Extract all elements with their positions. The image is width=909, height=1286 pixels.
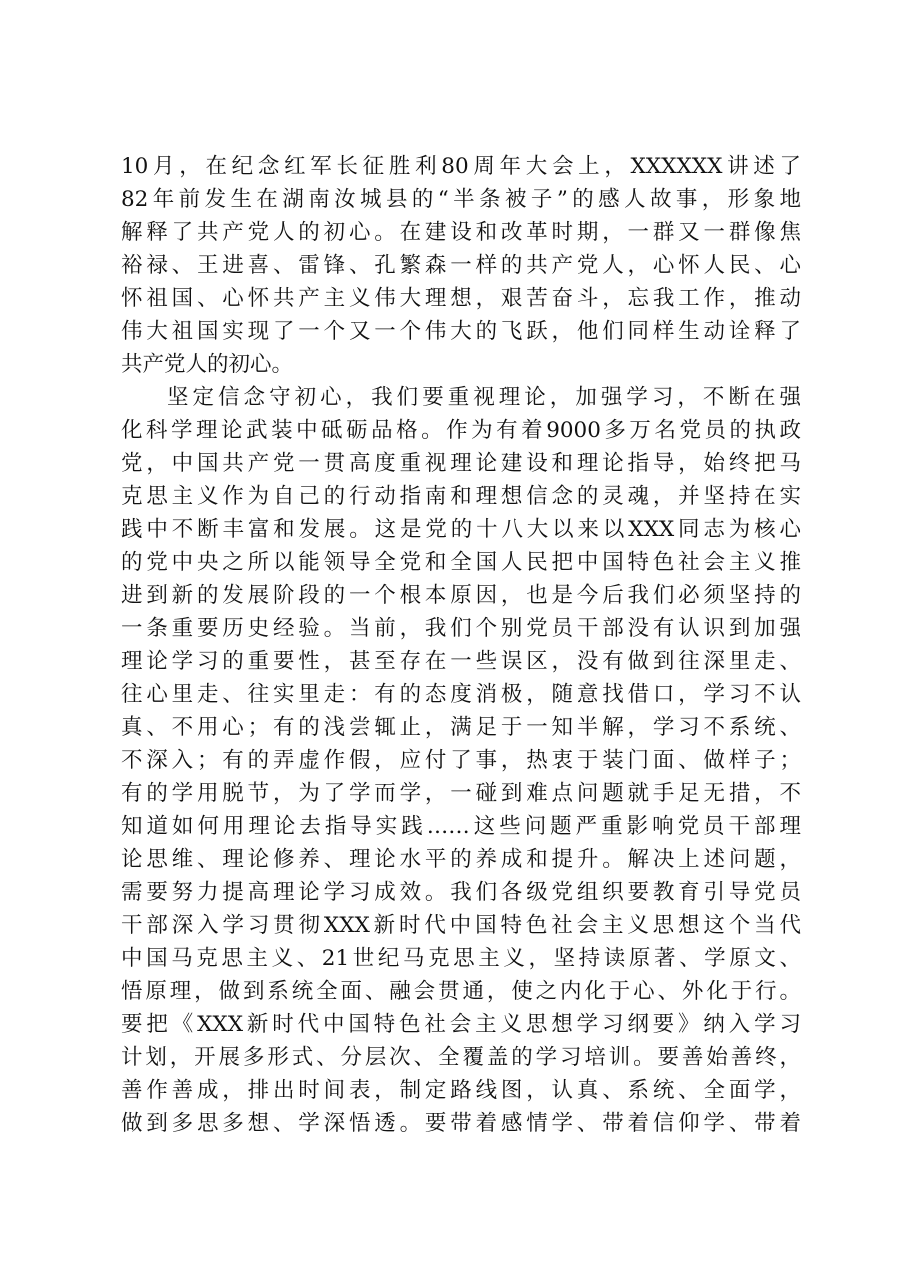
text-line: 需要努力提高理论学习成效。我们各级党组织要教育引导党员 [121,880,801,905]
text-line: 伟大祖国实现了一个又一个伟大的飞跃，他们同样生动诠释了 [121,319,801,344]
text-line: 做到多思多想、学深悟透。要带着感情学、带着信仰学、带着 [121,1111,801,1136]
text-line: 真、不用心；有的浅尝辄止，满足于一知半解，学习不系统、 [121,715,801,740]
text-line: 共产党人的初心。 [121,352,294,377]
text-line: 82年前发生在湖南汝城县的“半条被子”的感人故事，形象地 [121,187,801,212]
text-line: 解释了共产党人的初心。在建设和改革时期，一群又一群像焦 [121,220,801,245]
text-line: 10月，在纪念红军长征胜利80周年大会上，XXXXXX讲述了 [121,154,801,179]
text-line: 知道如何用理论去指导实践……这些问题严重影响党员干部理 [121,814,801,839]
text-line: 计划，开展多形式、分层次、全覆盖的学习培训。要善始善终， [121,1045,801,1070]
text-line: 克思主义作为自己的行动指南和理想信念的灵魂，并坚持在实 [121,484,801,509]
text-line: 干部深入学习贯彻XXX新时代中国特色社会主义思想这个当代 [121,913,801,938]
text-line: 裕禄、王进喜、雷锋、孔繁森一样的共产党人，心怀人民、心 [121,253,801,278]
text-line: 悟原理，做到系统全面、融会贯通，使之内化于心、外化于行。 [121,979,801,1004]
text-line: 化科学理论武装中砥砺品格。作为有着9000多万名党员的执政 [121,418,801,443]
text-line: 党，中国共产党一贯高度重视理论建设和理论指导，始终把马 [121,451,801,476]
text-line: 中国马克思主义、21世纪马克思主义，坚持读原著、学原文、 [121,946,801,971]
text-line: 不深入；有的弄虚作假，应付了事，热衷于装门面、做样子； [121,748,801,773]
text-line: 有的学用脱节，为了学而学，一碰到难点问题就手足无措，不 [121,781,801,806]
text-line: 一条重要历史经验。当前，我们个别党员干部没有认识到加强 [121,616,801,641]
text-line: 善作善成，排出时间表，制定路线图，认真、系统、全面学， [121,1078,801,1103]
text-line: 论思维、理论修养、理论水平的养成和提升。解决上述问题， [121,847,801,872]
text-line: 怀祖国、心怀共产主义伟大理想，艰苦奋斗，忘我工作，推动 [121,286,801,311]
text-line: 要把《XXX新时代中国特色社会主义思想学习纲要》纳入学习 [121,1012,801,1037]
text-line: 往心里走、往实里走：有的态度消极，随意找借口，学习不认 [121,682,801,707]
text-line: 进到新的发展阶段的一个根本原因，也是今后我们必须坚持的 [121,583,801,608]
text-line: 理论学习的重要性，甚至存在一些误区，没有做到往深里走、 [121,649,801,674]
document-body [121,150,801,1140]
text-line: 的党中央之所以能领导全党和全国人民把中国特色社会主义推 [121,550,801,575]
text-line: 践中不断丰富和发展。这是党的十八大以来以XXX同志为核心 [121,517,801,542]
paragraph-first-line: 坚定信念守初心，我们要重视理论，加强学习，不断在强 [167,385,801,410]
